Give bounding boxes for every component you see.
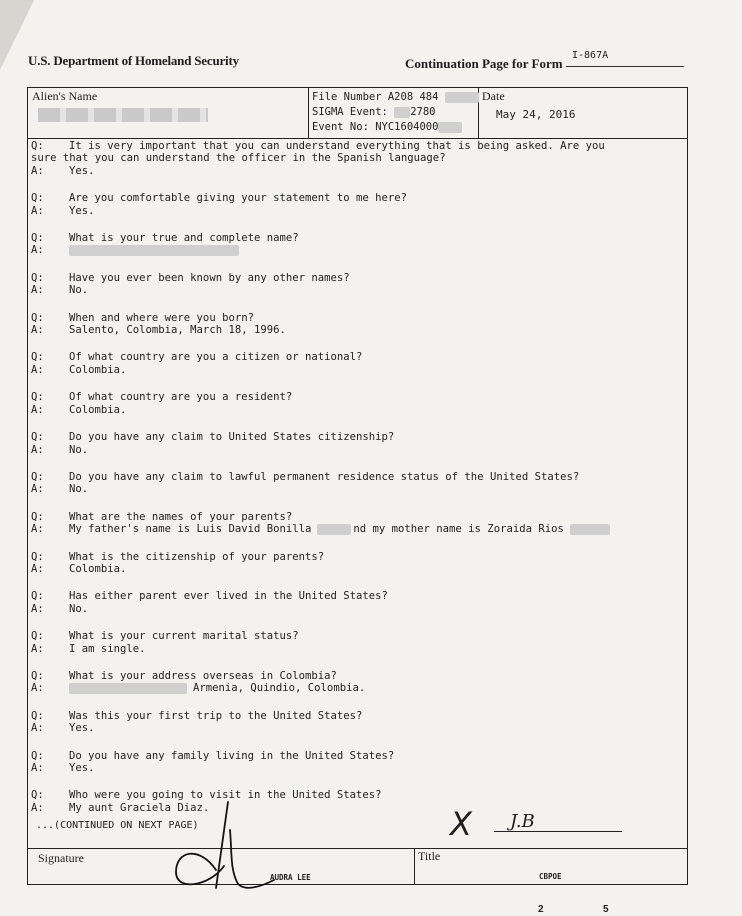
question-text: Do you have any claim to lawful permanent residence status of the United States? (69, 470, 580, 483)
answer-text: I am single. (69, 642, 146, 655)
question-text: What are the names of your parents? (69, 510, 293, 523)
answer-line (31, 205, 681, 217)
sigma-event-label: SIGMA Event: (312, 106, 388, 118)
question-line (31, 312, 681, 324)
event-number-line (312, 121, 462, 133)
question-line (31, 670, 681, 682)
question-text: Was this your first trip to the United States? (69, 709, 363, 722)
question-line (31, 511, 681, 523)
qa-block (31, 630, 681, 655)
answer-line (31, 802, 681, 814)
answer-line (31, 563, 681, 575)
question-line (31, 710, 681, 722)
officer-signature (170, 800, 280, 892)
answer-line (31, 404, 681, 416)
qa-block (31, 511, 681, 536)
qa-block (31, 272, 681, 297)
answer-text: Colombia. (69, 363, 127, 376)
answer-tag: A: (31, 164, 44, 177)
question-tag: Q: (31, 630, 44, 643)
question-text: When and where were you born? (69, 311, 254, 324)
question-text: Have you ever been known by any other names? (69, 271, 350, 284)
question-tag: Q: (31, 391, 44, 404)
form-frame (27, 87, 688, 885)
question-tag: Q: (31, 232, 44, 245)
question-text: Do you have any family living in the United States? (69, 749, 395, 762)
sigma-event-suffix: 2780 (410, 106, 436, 118)
qa-block (31, 351, 681, 376)
answer-text: Yes. (69, 762, 95, 774)
question-tag: Q: (31, 749, 44, 762)
question-text: What is your current marital status? (69, 630, 299, 643)
answer-tag: A: (31, 722, 44, 735)
qa-block (31, 312, 681, 337)
answer-text: Salento, Colombia, March 18, 1996. (69, 324, 286, 337)
officer-name: AUDRA LEE (270, 873, 311, 882)
alien-name-cell (28, 88, 309, 138)
agency-name: U.S. Department of Homeland Security (28, 53, 239, 68)
answer-tag: A: (31, 284, 44, 297)
question-tag: Q: (31, 709, 44, 722)
question-line (31, 140, 681, 152)
qa-block (31, 471, 681, 496)
answer-text: No. (69, 483, 89, 496)
qa-block (31, 670, 681, 695)
question-line (31, 351, 681, 363)
page-total: 5 (603, 904, 609, 915)
question-line (31, 431, 681, 443)
date-cell (478, 88, 686, 138)
answer-text: No. (69, 284, 89, 297)
qa-block (31, 232, 681, 257)
question-tag: Q: (31, 311, 44, 324)
question-text: Of what country are you a citizen or national? (69, 351, 363, 364)
form-number: I-867A (566, 50, 684, 67)
answer-text: No. (69, 443, 89, 456)
answer-text: My aunt Graciela Diaz. (69, 801, 210, 814)
answer-line (31, 244, 681, 256)
answer-line (31, 682, 681, 694)
event-number: Event No: NYC1604000 (312, 121, 439, 133)
answer-text: Armenia, Quindio, Colombia. (193, 682, 366, 695)
answer-text-continued: nd my mother name is Zoraida Rios (353, 523, 564, 536)
answer-tag: A: (31, 602, 44, 615)
date-label: Date (482, 89, 505, 103)
answer-tag: A: (31, 403, 44, 416)
answer-tag: A: (31, 363, 44, 376)
signature-label: Signature (38, 851, 84, 865)
question-tag: Q: (31, 789, 44, 802)
answer-tag: A: (31, 443, 44, 456)
answer-tag: A: (31, 244, 44, 257)
answer-tag: A: (31, 682, 44, 695)
qa-block (31, 789, 681, 814)
question-line (31, 471, 681, 483)
question-line (31, 590, 681, 602)
answer-line (31, 722, 681, 734)
question-line (31, 391, 681, 403)
question-tag: Q: (31, 470, 44, 483)
question-text: sure that you can understand the officer in the Spanish language? (31, 152, 446, 165)
answer-line (31, 762, 681, 774)
question-text: Who were you going to visit in the United States? (69, 789, 382, 802)
question-tag: Q: (31, 192, 44, 205)
answer-line (31, 364, 681, 376)
question-line (31, 152, 681, 164)
question-line (31, 789, 681, 801)
qa-block (31, 192, 681, 217)
question-tag: Q: (31, 271, 44, 284)
question-tag: Q: (31, 431, 44, 444)
title-cell (414, 849, 686, 885)
qa-block (31, 140, 681, 177)
answer-tag: A: (31, 562, 44, 575)
question-text: It is very important that you can understand everything that is being asked. Are you (69, 140, 605, 152)
answer-line (31, 643, 681, 655)
file-number-line (312, 91, 479, 103)
answer-text: Yes. (69, 204, 95, 217)
question-line (31, 551, 681, 563)
qa-block (31, 590, 681, 615)
qa-section (31, 140, 681, 829)
redaction-block (445, 92, 479, 103)
question-tag: Q: (31, 140, 44, 152)
redaction-block (394, 107, 410, 118)
alien-name-label: Alien's Name (32, 89, 98, 103)
answer-line (31, 165, 681, 177)
question-line (31, 192, 681, 204)
form-title: Continuation Page for Form (405, 56, 563, 71)
initials-line (494, 831, 622, 832)
question-text: Of what country are you a resident? (69, 391, 293, 404)
date-value: May 24, 2016 (496, 108, 576, 121)
answer-text: No. (69, 602, 89, 615)
answer-tag: A: (31, 324, 44, 337)
file-number-cell (308, 88, 479, 138)
qa-block (31, 431, 681, 456)
answer-line (31, 324, 681, 336)
answer-text: Colombia. (69, 403, 127, 416)
question-text: What is your true and complete name? (69, 232, 299, 245)
qa-block (31, 391, 681, 416)
answer-tag: A: (31, 204, 44, 217)
title-value: CBPOE (539, 872, 562, 881)
signature-row (28, 848, 687, 885)
question-text: Are you comfortable giving your statement to me here? (69, 192, 408, 205)
initials-x: X (450, 805, 472, 843)
question-tag: Q: (31, 550, 44, 563)
info-row (28, 88, 687, 139)
redacted-name (38, 108, 208, 122)
question-text: What is your address overseas in Colombia? (69, 669, 337, 682)
question-text: Has either parent ever lived in the United States? (69, 590, 388, 603)
answer-tag: A: (31, 483, 44, 496)
redaction-block (570, 524, 610, 535)
answer-tag: A: (31, 642, 44, 655)
answer-text: Yes. (69, 722, 95, 735)
answer-tag: A: (31, 523, 44, 536)
answer-line (31, 284, 681, 296)
question-text: What is the citizenship of your parents? (69, 550, 325, 563)
initials-text: J.B (510, 811, 535, 832)
redaction-block (69, 683, 187, 694)
page-current: 2 (538, 904, 544, 915)
question-tag: Q: (31, 590, 44, 603)
question-line (31, 232, 681, 244)
redaction-block (69, 245, 239, 256)
question-tag: Q: (31, 510, 44, 523)
answer-text: Colombia. (69, 562, 127, 575)
question-tag: Q: (31, 669, 44, 682)
question-tag: Q: (31, 351, 44, 364)
answer-tag: A: (31, 762, 44, 774)
continued-note: ...(CONTINUED ON NEXT PAGE) (36, 820, 199, 831)
sigma-event-line (312, 106, 435, 118)
question-text: Do you have any claim to United States citizenship? (69, 431, 395, 444)
answer-line (31, 444, 681, 456)
answer-tag: A: (31, 801, 44, 814)
answer-text: My father's name is Luis David Bonilla (69, 523, 312, 536)
qa-block (31, 750, 681, 775)
answer-text: Yes. (69, 164, 95, 177)
redaction-block (317, 524, 351, 535)
question-line (31, 750, 681, 762)
title-label: Title (418, 849, 441, 863)
question-line (31, 630, 681, 642)
answer-line (31, 483, 681, 495)
answer-line (31, 603, 681, 615)
answer-line (31, 523, 681, 535)
qa-block (31, 551, 681, 576)
redaction-block (438, 122, 462, 133)
question-line (31, 272, 681, 284)
file-number: File Number A208 484 (312, 91, 439, 103)
qa-block (31, 710, 681, 735)
